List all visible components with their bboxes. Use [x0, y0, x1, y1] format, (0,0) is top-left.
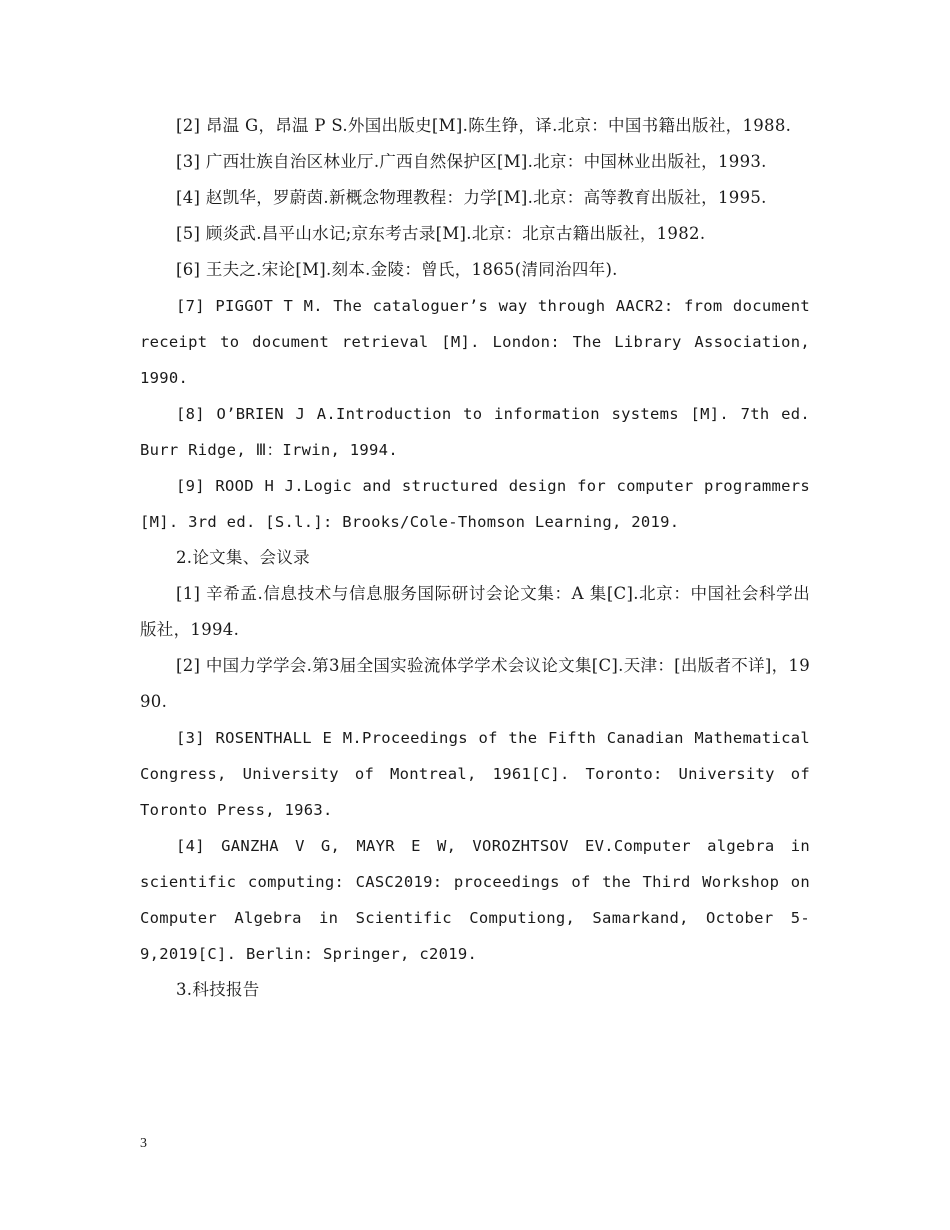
reference-book-4: [4] 赵凯华，罗蔚茵.新概念物理教程：力学[M].北京：高等教育出版社，1995.: [176, 188, 767, 207]
reference-book-6: [6] 王夫之.宋论[M].刻本.金陵：曾氏，1865(清同治四年).: [176, 260, 618, 279]
section-heading-proceedings: 2.论文集、会议录: [176, 548, 310, 567]
reference-proceedings-3: [3] ROSENTHALL E M.Proceedings of the Fifth Canadian Mathematical Congress, University of Montreal, 1961[C]. Toronto: University of Toronto Press, 1963.: [140, 729, 810, 819]
reference-book-8: [8] O’BRIEN J A.Introduction to information systems [M]. 7th ed. Burr Ridge, Ⅲ：Irwin, 1994.: [140, 405, 810, 459]
reference-book-3: [3] 广西壮族自治区林业厅.广西自然保护区[M].北京：中国林业出版社，1993.: [176, 152, 767, 171]
reference-proceedings-1: [1] 辛希孟.信息技术与信息服务国际研讨会论文集：A 集[C].北京：中国社会科学出版社，1994.: [140, 584, 810, 639]
section-heading-reports: 3.科技报告: [176, 980, 260, 999]
reference-book-5: [5] 顾炎武.昌平山水记;京东考古录[M].北京：北京古籍出版社，1982.: [176, 224, 706, 243]
reference-proceedings-2: [2] 中国力学学会.第3届全国实验流体学学术会议论文集[C].天津：[出版者不详]，1990.: [140, 656, 810, 711]
reference-book-9: [9] ROOD H J.Logic and structured design for computer programmers [M]. 3rd ed. [S.l.]: Brooks/Cole-Thomson Learning, 2019.: [140, 477, 810, 531]
page-number: 3: [140, 1136, 147, 1151]
reference-book-7: [7] PIGGOT T M. The cataloguer’s way through AACR2: from document receipt to document retrieval [M]. London: The Library Association, 1990.: [140, 297, 810, 387]
reference-proceedings-4: [4] GANZHA V G, MAYR E W, VOROZHTSOV EV.Computer algebra in scientific computing: CASC2019: proceedings of the Third Workshop on Computer Algebra in Scientific Computiong, Samarkand, October 5-9,2019[C]. Berlin: Springer, c2019.: [140, 837, 810, 963]
document-page: [140, 108, 810, 1008]
reference-book-2: [2] 昂温 G，昂温 P S.外国出版史[M].陈生铮，译.北京：中国书籍出版社，1988.: [176, 116, 792, 135]
